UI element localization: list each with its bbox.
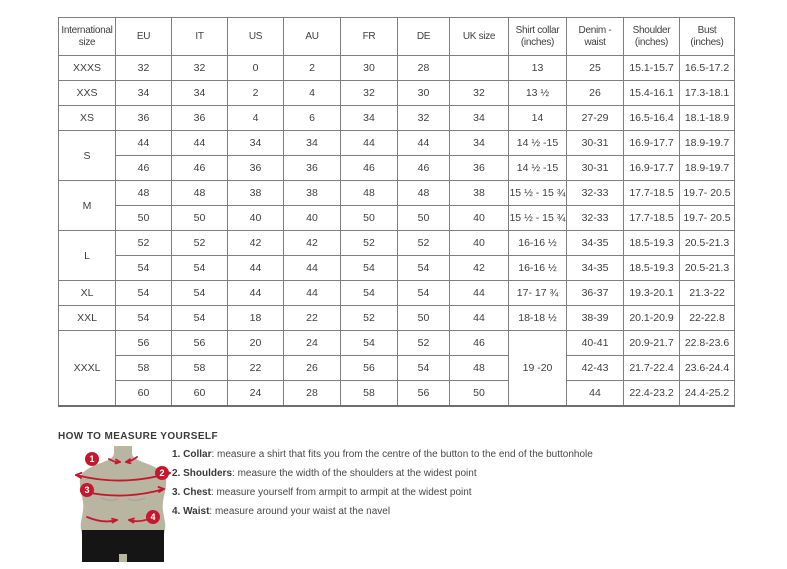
- table-cell: 21.3-22: [680, 281, 735, 306]
- table-cell: 32: [172, 56, 228, 81]
- table-cell: 22.4-23.2: [624, 381, 680, 406]
- table-cell: 19.3-20.1: [624, 281, 680, 306]
- table-cell: 22.8-23.6: [680, 331, 735, 356]
- table-cell: 15 ½ - 15 ¾: [509, 206, 567, 231]
- table-cell: 52: [398, 331, 450, 356]
- table-cell: 34-35: [567, 231, 624, 256]
- table-cell: 15.1-15.7: [624, 56, 680, 81]
- table-cell: 52: [172, 231, 228, 256]
- table-cell: 42: [284, 231, 341, 256]
- size-cell: XXXS: [59, 56, 116, 81]
- table-cell: 46: [450, 331, 509, 356]
- table-cell: 44: [341, 131, 398, 156]
- table-cell: 17- 17 ¾: [509, 281, 567, 306]
- table-cell: 36: [172, 106, 228, 131]
- table-cell: 48: [341, 181, 398, 206]
- table-cell: 34: [341, 106, 398, 131]
- table-cell: 22-22.8: [680, 306, 735, 331]
- table-cell: 38: [284, 181, 341, 206]
- table-cell: 32-33: [567, 206, 624, 231]
- table-cell: 34: [450, 106, 509, 131]
- table-cell: 46: [116, 156, 172, 181]
- table-cell: 36: [116, 106, 172, 131]
- table-cell: 54: [398, 281, 450, 306]
- table-cell: 26: [567, 81, 624, 106]
- column-header-au: AU: [284, 18, 341, 56]
- table-cell: 48: [172, 181, 228, 206]
- table-cell: 48: [116, 181, 172, 206]
- table-cell: 21.7-22.4: [624, 356, 680, 381]
- measure-step-waist: [172, 506, 593, 517]
- table-cell: 50: [116, 206, 172, 231]
- table-cell: 14 ½ -15: [509, 131, 567, 156]
- size-cell: XS: [59, 106, 116, 131]
- table-row-xxl: [59, 306, 735, 331]
- table-cell: 18.9-19.7: [680, 131, 735, 156]
- step-text: : measure yourself from armpit to armpit at the widest point: [210, 487, 472, 498]
- table-cell: 58: [116, 356, 172, 381]
- badge-1: [85, 452, 99, 466]
- table-cell: 16-16 ½: [509, 231, 567, 256]
- table-cell: 48: [398, 181, 450, 206]
- measure-instructions: [172, 449, 593, 525]
- table-cell: 18.1-18.9: [680, 106, 735, 131]
- table-cell: 13: [509, 56, 567, 81]
- table-cell: 18.5-19.3: [624, 231, 680, 256]
- table-cell: 2: [228, 81, 284, 106]
- table-cell: 40-41: [567, 331, 624, 356]
- table-cell: 54: [116, 256, 172, 281]
- table-cell: 44: [567, 381, 624, 406]
- step-text: : measure the width of the shoulders at the widest point: [232, 468, 477, 479]
- table-cell: 54: [116, 281, 172, 306]
- table-cell: 18: [228, 306, 284, 331]
- table-row-xxxl-1: [59, 331, 735, 356]
- table-cell: 30: [341, 56, 398, 81]
- table-cell: 28: [398, 56, 450, 81]
- table-row-l-1: [59, 231, 735, 256]
- table-cell: 56: [341, 356, 398, 381]
- table-cell: 54: [341, 331, 398, 356]
- table-cell: 22: [284, 306, 341, 331]
- table-cell: 38: [450, 181, 509, 206]
- table-cell: 20.5-21.3: [680, 231, 735, 256]
- column-header-de: DE: [398, 18, 450, 56]
- table-cell: 14: [509, 106, 567, 131]
- table-cell: 17.3-18.1: [680, 81, 735, 106]
- table-cell: 0: [228, 56, 284, 81]
- column-header-it: IT: [172, 18, 228, 56]
- table-cell: 20: [228, 331, 284, 356]
- table-cell: 20.9-21.7: [624, 331, 680, 356]
- table-cell: 30: [398, 81, 450, 106]
- table-cell: 50: [398, 206, 450, 231]
- svg-text:4: 4: [150, 512, 156, 523]
- size-cell: S: [59, 131, 116, 181]
- table-cell: 34-35: [567, 256, 624, 281]
- table-row-m-1: [59, 181, 735, 206]
- column-header-denim-waist: Denim - waist: [567, 18, 624, 56]
- table-row-xxs: [59, 81, 735, 106]
- table-row-xxxs: [59, 56, 735, 81]
- column-header-bust: Bust (inches): [680, 18, 735, 56]
- svg-text:1: 1: [89, 454, 95, 465]
- table-cell: 34: [172, 81, 228, 106]
- column-header-us: US: [228, 18, 284, 56]
- table-cell: 19 -20: [509, 331, 567, 406]
- table-cell: 40: [228, 206, 284, 231]
- table-cell: 17.7-18.5: [624, 181, 680, 206]
- table-cell: 50: [450, 381, 509, 406]
- table-cell: 23.6-24.4: [680, 356, 735, 381]
- step-text: : measure a shirt that fits you from the centre of the button to the end of the buttonhole: [211, 449, 593, 460]
- table-cell: 40: [450, 231, 509, 256]
- size-cell: XXS: [59, 81, 116, 106]
- table-cell: 19.7- 20.5: [680, 181, 735, 206]
- table-cell: 4: [284, 81, 341, 106]
- table-cell: 46: [398, 156, 450, 181]
- table-cell: 2: [284, 56, 341, 81]
- table-cell: 60: [116, 381, 172, 406]
- table-cell: 16.5-16.4: [624, 106, 680, 131]
- table-cell: 50: [341, 206, 398, 231]
- table-cell: 16.5-17.2: [680, 56, 735, 81]
- table-cell: 58: [172, 356, 228, 381]
- table-cell: 54: [172, 256, 228, 281]
- size-cell: XL: [59, 281, 116, 306]
- column-header-international-size: International size: [59, 18, 116, 56]
- size-cell: XXL: [59, 306, 116, 331]
- table-cell: 44: [450, 306, 509, 331]
- table-cell: 28: [284, 381, 341, 406]
- column-header-eu: EU: [116, 18, 172, 56]
- table-cell: 19.7- 20.5: [680, 206, 735, 231]
- table-cell: 17.7-18.5: [624, 206, 680, 231]
- header-row: [59, 18, 735, 56]
- table-row-xs: [59, 106, 735, 131]
- size-cell: M: [59, 181, 116, 231]
- table-cell: 30-31: [567, 156, 624, 181]
- table-cell: 13 ½: [509, 81, 567, 106]
- table-cell: 18-18 ½: [509, 306, 567, 331]
- table-cell: 14 ½ -15: [509, 156, 567, 181]
- table-cell: 46: [172, 156, 228, 181]
- table-cell: 54: [341, 256, 398, 281]
- table-cell: 52: [116, 231, 172, 256]
- table-cell: 16.9-17.7: [624, 131, 680, 156]
- svg-text:2: 2: [159, 468, 165, 479]
- table-cell: 44: [228, 281, 284, 306]
- table-cell: 54: [398, 356, 450, 381]
- table-cell: 40: [450, 206, 509, 231]
- table-cell: 44: [228, 256, 284, 281]
- table-cell: 26: [284, 356, 341, 381]
- table-cell: 60: [172, 381, 228, 406]
- table-cell: 36: [284, 156, 341, 181]
- table-cell: 34: [228, 131, 284, 156]
- table-cell: 18.9-19.7: [680, 156, 735, 181]
- table-cell: 42: [450, 256, 509, 281]
- badge-2: [155, 466, 169, 480]
- svg-text:3: 3: [84, 485, 90, 496]
- table-cell: 54: [116, 306, 172, 331]
- column-header-shoulder: Shoulder (inches): [624, 18, 680, 56]
- table-cell: 44: [284, 256, 341, 281]
- table-cell: 24: [284, 331, 341, 356]
- table-cell: 50: [172, 206, 228, 231]
- step-label: 4. Waist: [172, 506, 210, 517]
- table-cell: 24: [228, 381, 284, 406]
- table-cell: 20.5-21.3: [680, 256, 735, 281]
- size-cell: L: [59, 231, 116, 281]
- badge-4: [146, 510, 160, 524]
- table-cell: 22: [228, 356, 284, 381]
- table-cell: 32-33: [567, 181, 624, 206]
- step-label: 1. Collar: [172, 449, 212, 460]
- table-cell: 58: [341, 381, 398, 406]
- table-cell: 38: [228, 181, 284, 206]
- table-cell: 52: [398, 231, 450, 256]
- table-cell: 34: [116, 81, 172, 106]
- table-cell: 16-16 ½: [509, 256, 567, 281]
- table-cell: 36-37: [567, 281, 624, 306]
- table-cell: 52: [341, 306, 398, 331]
- table-cell: 15.4-16.1: [624, 81, 680, 106]
- table-cell: 54: [398, 256, 450, 281]
- measure-figure: [68, 446, 178, 564]
- table-cell: 56: [172, 331, 228, 356]
- table-cell: 20.1-20.9: [624, 306, 680, 331]
- table-cell: 42-43: [567, 356, 624, 381]
- table-cell: 4: [228, 106, 284, 131]
- table-cell: [450, 56, 509, 81]
- table-cell: 32: [450, 81, 509, 106]
- table-cell: 46: [341, 156, 398, 181]
- column-header-uk-size: UK size: [450, 18, 509, 56]
- table-cell: 44: [116, 131, 172, 156]
- table-cell: 44: [284, 281, 341, 306]
- table-cell: 38-39: [567, 306, 624, 331]
- table-cell: 30-31: [567, 131, 624, 156]
- table-cell: 56: [398, 381, 450, 406]
- table-cell: 40: [284, 206, 341, 231]
- table-cell: 27-29: [567, 106, 624, 131]
- table-cell: 6: [284, 106, 341, 131]
- table-cell: 54: [341, 281, 398, 306]
- table-row-xxxl-2: [59, 356, 735, 381]
- step-text: : measure around your waist at the navel: [209, 506, 391, 517]
- table-row-xl: [59, 281, 735, 306]
- table-cell: 54: [172, 306, 228, 331]
- table-cell: 32: [398, 106, 450, 131]
- table-cell: 44: [172, 131, 228, 156]
- table-cell: 16.9-17.7: [624, 156, 680, 181]
- table-cell: 34: [450, 131, 509, 156]
- table-row-s-1: [59, 131, 735, 156]
- column-header-shirt-collar: Shirt collar (inches): [509, 18, 567, 56]
- table-cell: 42: [228, 231, 284, 256]
- table-cell: 56: [116, 331, 172, 356]
- column-header-fr: FR: [341, 18, 398, 56]
- table-cell: 18.5-19.3: [624, 256, 680, 281]
- measure-step-shoulders: [172, 468, 593, 479]
- table-cell: 34: [284, 131, 341, 156]
- step-label: 2. Shoulders: [172, 468, 233, 479]
- table-cell: 32: [116, 56, 172, 81]
- table-row-xxxl-3: [59, 381, 735, 406]
- table-row-m-2: [59, 206, 735, 231]
- size-conversion-table: [58, 17, 735, 407]
- table-row-l-2: [59, 256, 735, 281]
- table-cell: 44: [398, 131, 450, 156]
- measure-step-collar: [172, 449, 593, 460]
- measure-step-chest: [172, 487, 593, 498]
- table-cell: 54: [172, 281, 228, 306]
- table-cell: 15 ½ - 15 ¾: [509, 181, 567, 206]
- table-cell: 36: [228, 156, 284, 181]
- table-cell: 48: [450, 356, 509, 381]
- table-cell: 50: [398, 306, 450, 331]
- measure-section-title: HOW TO MEASURE YOURSELF: [58, 431, 218, 442]
- table-cell: 25: [567, 56, 624, 81]
- size-cell: XXXL: [59, 331, 116, 406]
- badge-3: [80, 483, 94, 497]
- table-cell: 44: [450, 281, 509, 306]
- table-cell: 36: [450, 156, 509, 181]
- table-cell: 24.4-25.2: [680, 381, 735, 406]
- table-row-s-2: [59, 156, 735, 181]
- step-label: 3. Chest: [172, 487, 211, 498]
- table-cell: 32: [341, 81, 398, 106]
- table-cell: 52: [341, 231, 398, 256]
